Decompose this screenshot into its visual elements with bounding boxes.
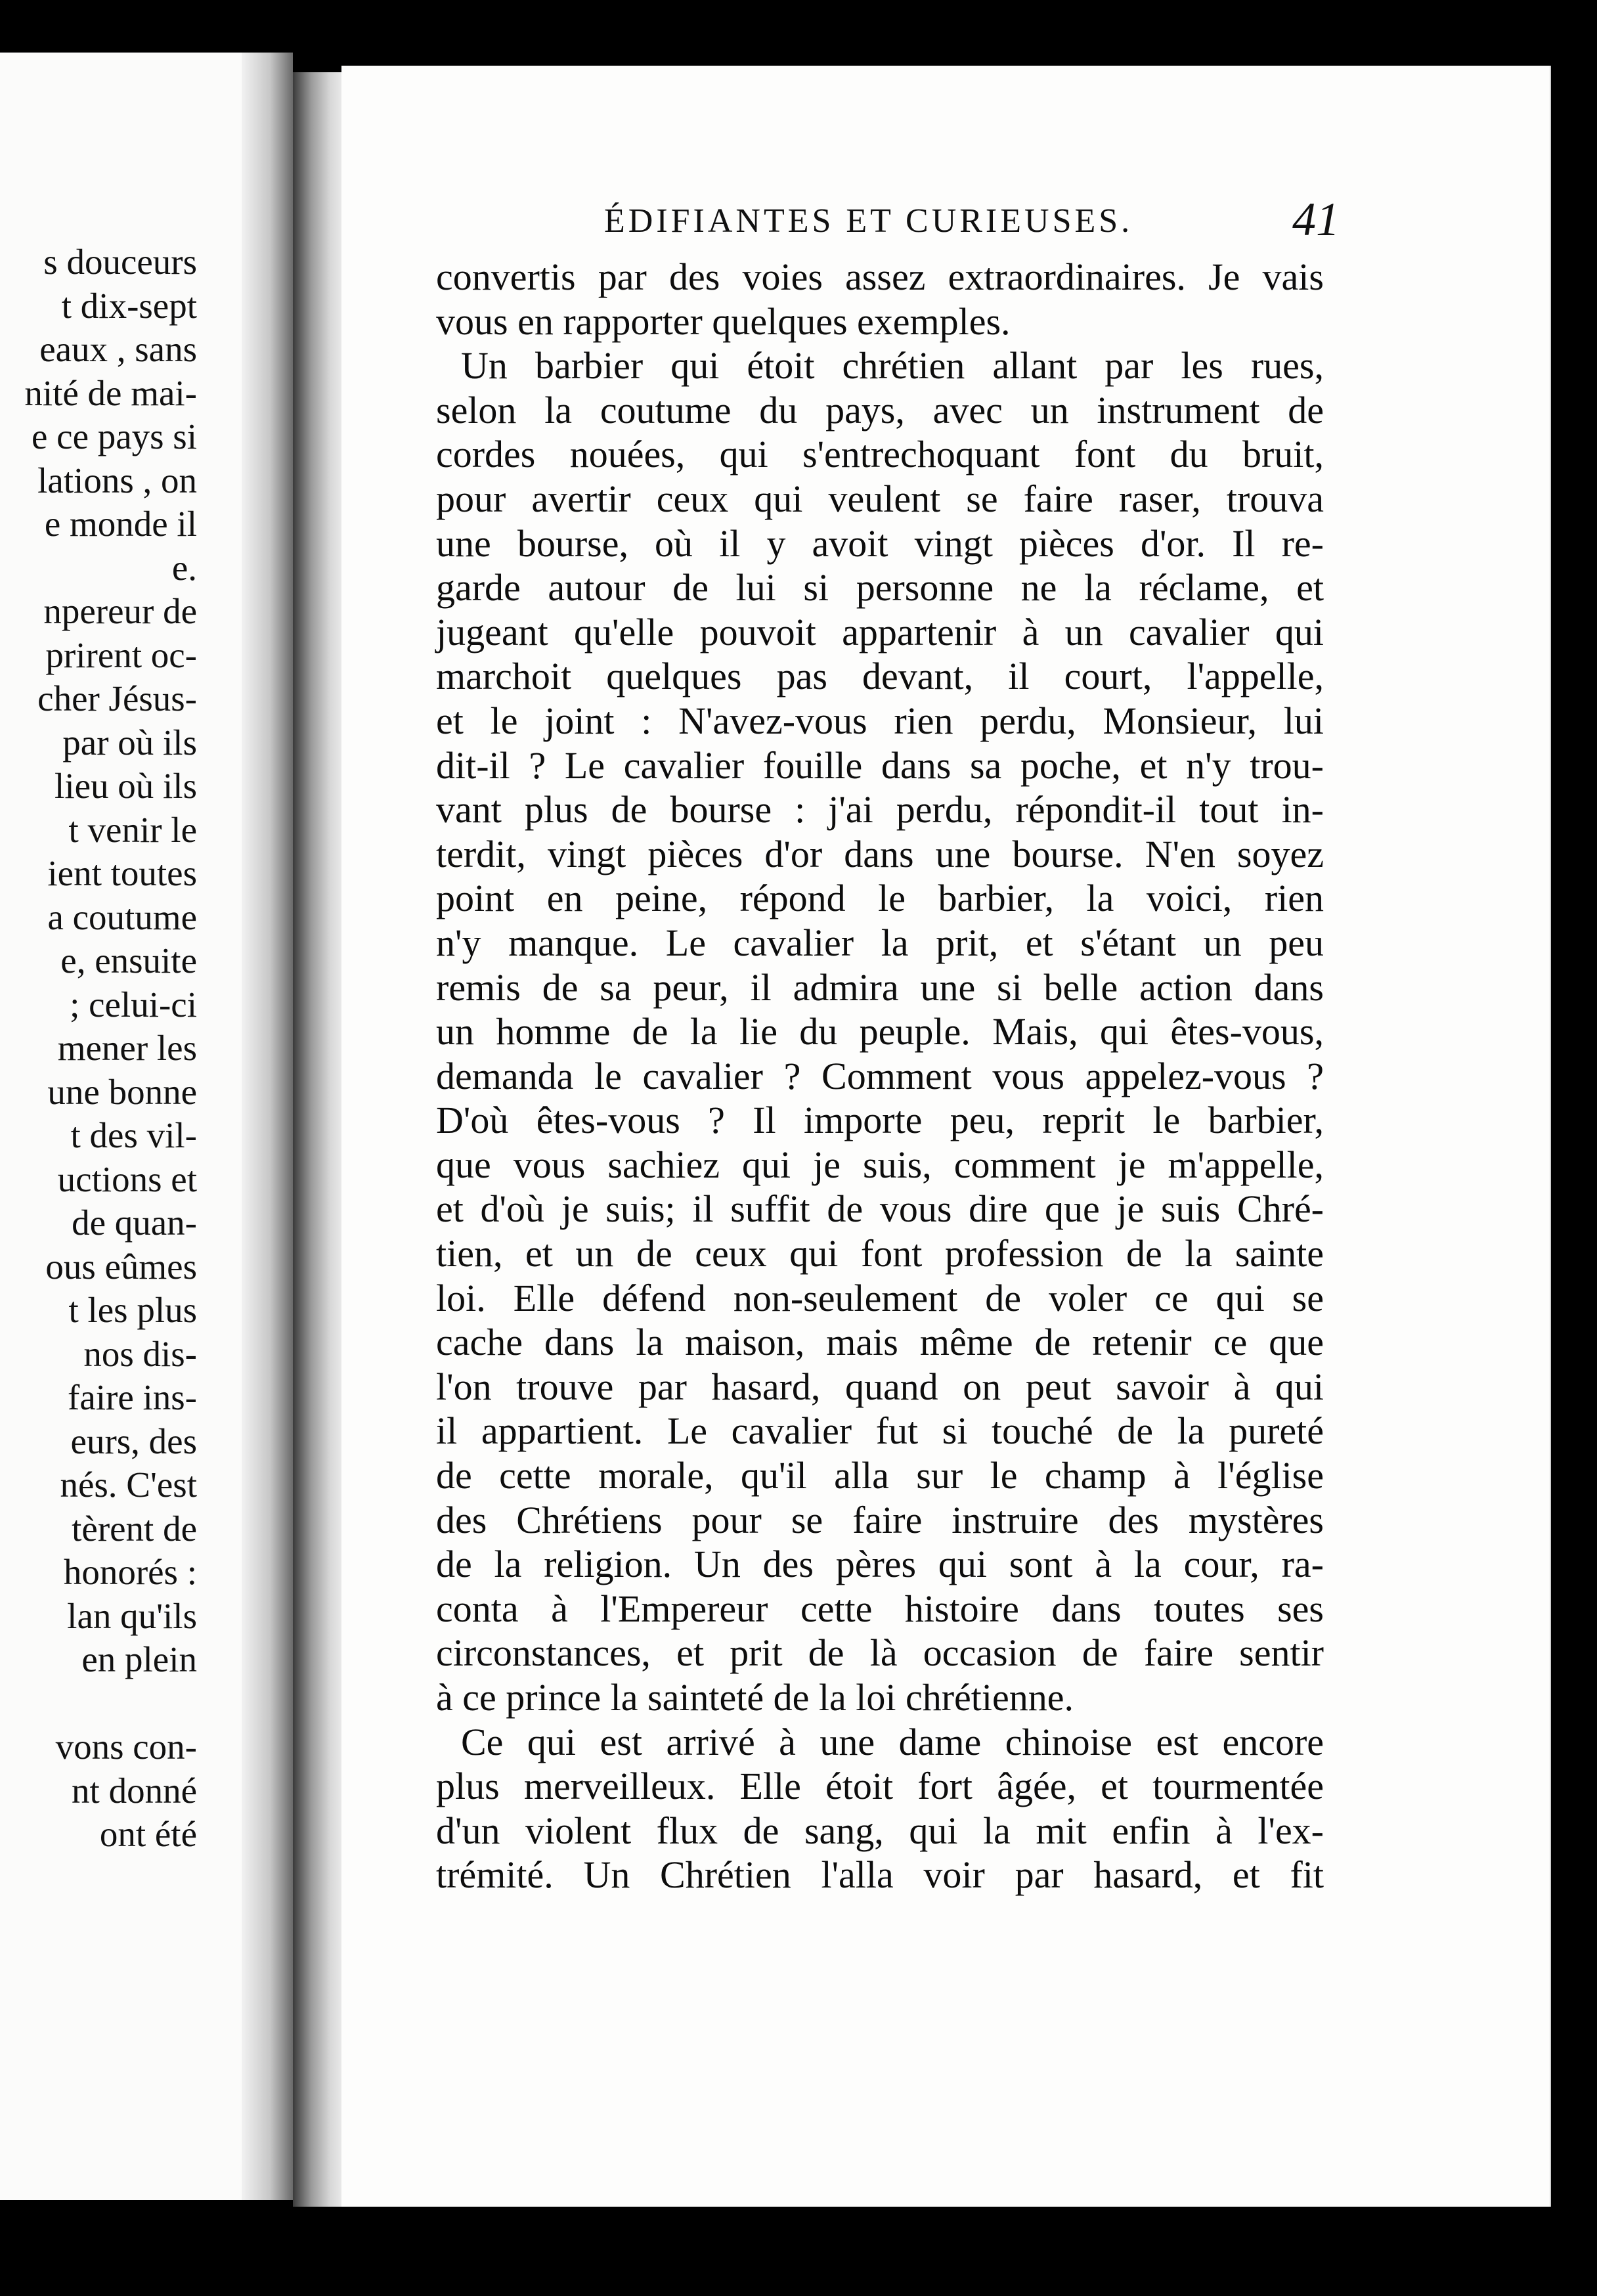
left-page-line: e. xyxy=(171,547,197,588)
body-line: tien, et un de ceux qui font profession de la sainte xyxy=(436,1232,1324,1275)
body-line: demanda le cavalier ? Comment vous appelez-vous ? xyxy=(436,1054,1324,1097)
body-line: cordes nouées, qui s'entrechoquant font du bruit, xyxy=(436,433,1324,476)
left-page-line: t des vil- xyxy=(70,1115,197,1155)
body-line: de cette morale, qu'il alla sur le champ à l'église xyxy=(436,1454,1324,1497)
body-line: vous en rapporter quelques exemples. xyxy=(436,299,1011,343)
body-line: trémité. Un Chrétien l'alla voir par hasard, et fit xyxy=(436,1853,1324,1897)
left-page-line: uctions et xyxy=(57,1159,197,1199)
left-page-line: lan qu'ils xyxy=(67,1595,197,1636)
body-line: circonstances, et prit de là occasion de faire sentir xyxy=(436,1631,1324,1675)
left-page-line: npereur de xyxy=(43,591,197,631)
body-line: vant plus de bourse : j'ai perdu, répondit-il tout in- xyxy=(436,788,1324,831)
body-line: d'un violent flux de sang, qui la mit enfin à l'ex- xyxy=(436,1809,1324,1852)
left-page-line: lations , on xyxy=(37,460,197,500)
left-page-line: t dix-sept xyxy=(61,285,197,326)
body-line: Un barbier qui étoit chrétien allant par les rues, xyxy=(461,344,1324,387)
left-page-line xyxy=(0,1682,197,1726)
left-page-line: prirent oc- xyxy=(45,634,197,675)
body-line: conta à l'Empereur cette histoire dans toutes ses xyxy=(436,1587,1324,1630)
left-page-line: de quan- xyxy=(72,1203,197,1243)
left-page-line: lieu où ils xyxy=(55,766,197,806)
running-title: ÉDIFIANTES ET CURIEUSES. xyxy=(604,202,1133,240)
left-page-line: nos dis- xyxy=(83,1333,197,1374)
body-line: loi. Elle défend non-seulement de voler ce qui se xyxy=(436,1276,1324,1319)
book-spine-shadow xyxy=(293,72,345,2207)
body-line: garde autour de lui si personne ne la réclame, et xyxy=(436,566,1324,609)
left-page-line: t les plus xyxy=(68,1290,197,1330)
body-line: point en peine, répond le barbier, la voici, rien xyxy=(436,877,1324,920)
left-page-line: e ce pays si xyxy=(32,416,197,456)
body-line: jugeant qu'elle pouvoit appartenir à un cavalier qui xyxy=(436,610,1324,653)
body-line: pour avertir ceux qui veulent se faire raser, trouva xyxy=(436,477,1324,520)
body-line: un homme de la lie du peuple. Mais, qui êtes-vous, xyxy=(436,1010,1324,1053)
body-line: D'où êtes-vous ? Il importe peu, reprit le barbier, xyxy=(436,1099,1324,1142)
body-line: remis de sa peur, il admira une si belle action dans xyxy=(436,965,1324,1009)
left-page-line: vons con- xyxy=(55,1727,197,1767)
body-line: terdit, vingt pièces d'or dans une bourse. N'en soyez xyxy=(436,832,1324,875)
left-page-line: mener les xyxy=(57,1028,197,1068)
left-page-line: ient toutes xyxy=(47,853,197,893)
body-line: l'on trouve par hasard, quand on peut savoir à qui xyxy=(436,1365,1324,1408)
body-line: cache dans la maison, mais même de retenir ce que xyxy=(436,1321,1324,1364)
body-line: de la religion. Un des pères qui sont à la cour, ra- xyxy=(436,1543,1324,1586)
left-page-line: nité de mai- xyxy=(24,372,197,413)
left-page-line: en plein xyxy=(81,1639,197,1679)
body-text xyxy=(436,255,1324,1897)
body-line: selon la coutume du pays, avec un instrument de xyxy=(436,388,1324,431)
left-page-line: eaux , sans xyxy=(39,329,197,369)
left-page-line: cher Jésus- xyxy=(37,678,197,718)
left-page-line: une bonne xyxy=(47,1071,197,1112)
left-page-line: faire ins- xyxy=(68,1377,197,1417)
page-number: 41 xyxy=(1292,193,1340,246)
left-page-line: a coutume xyxy=(47,896,197,937)
left-page-line: ont été xyxy=(99,1814,197,1854)
body-line: il appartient. Le cavalier fut si touché de la pureté xyxy=(436,1409,1324,1453)
body-line: une bourse, où il y avoit vingt pièces d'or. Il re- xyxy=(436,521,1324,565)
body-line: dit-il ? Le cavalier fouille dans sa poche, et n'y trou- xyxy=(436,743,1324,787)
left-page-line: s douceurs xyxy=(43,242,197,282)
body-line: et d'où je suis; il suffit de vous dire que je suis Chré- xyxy=(436,1187,1324,1231)
left-page-line: ous eûmes xyxy=(45,1246,197,1287)
body-line: à ce prince la sainteté de la loi chrétienne. xyxy=(436,1676,1074,1719)
page-header xyxy=(604,193,1340,254)
left-page-text xyxy=(0,240,197,1857)
body-line: marchoit quelques pas devant, il court, l'appelle, xyxy=(436,655,1324,698)
body-line: des Chrétiens pour se faire instruire des mystères xyxy=(436,1498,1324,1541)
left-page-gutter-shadow xyxy=(242,53,293,2200)
left-page-line: t venir le xyxy=(68,809,197,850)
left-page-line: par où ils xyxy=(62,722,197,762)
body-line: n'y manque. Le cavalier la prit, et s'étant un peu xyxy=(436,921,1324,964)
left-page-line: nés. C'est xyxy=(60,1465,197,1505)
left-page-line: ; celui-ci xyxy=(70,984,197,1025)
left-page-line: e monde il xyxy=(44,504,197,544)
body-line: que vous sachiez qui je suis, comment je m'appelle, xyxy=(436,1143,1324,1186)
left-page-line: honorés : xyxy=(63,1552,197,1592)
left-page-line: tèrent de xyxy=(72,1508,197,1549)
left-page-line: nt donné xyxy=(72,1770,197,1811)
body-line: convertis par des voies assez extraordinaires. Je vais xyxy=(436,255,1324,298)
body-line: et le joint : N'avez-vous rien perdu, Monsieur, lui xyxy=(436,699,1324,742)
left-page-line: eurs, des xyxy=(70,1421,197,1461)
body-line: Ce qui est arrivé à une dame chinoise est encore xyxy=(461,1720,1324,1763)
left-page-line: e, ensuite xyxy=(60,940,197,981)
body-line: plus merveilleux. Elle étoit fort âgée, et tourmentée xyxy=(436,1765,1324,1808)
